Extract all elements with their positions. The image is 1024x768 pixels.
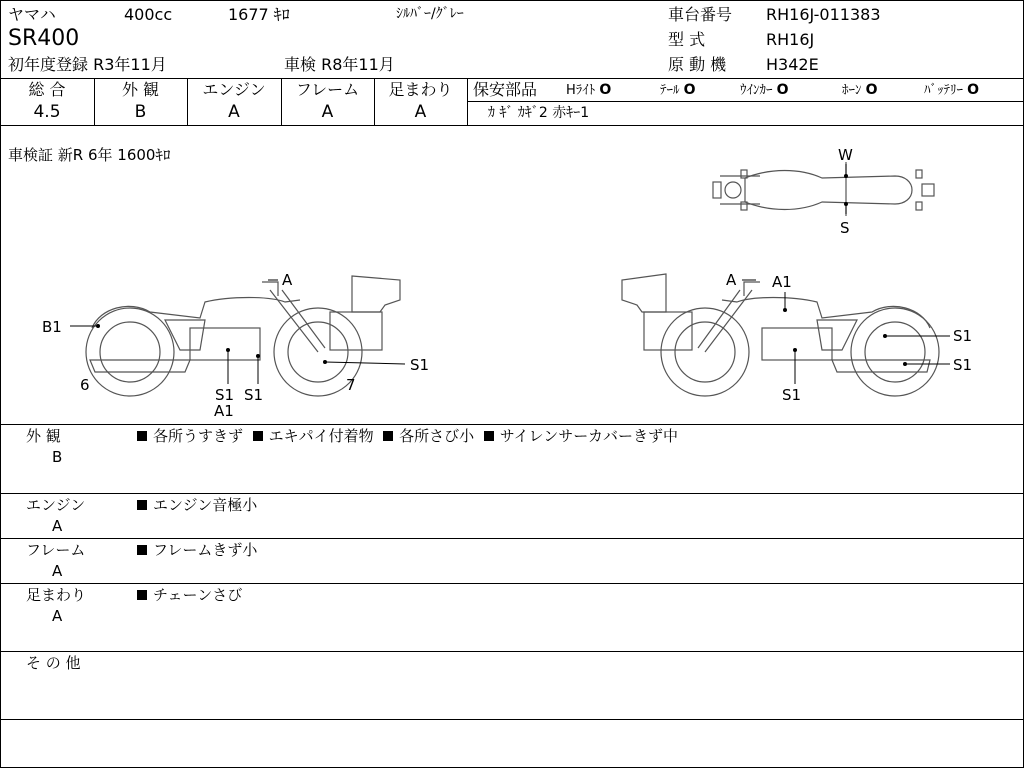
mark-left-a: A xyxy=(282,271,293,289)
mark-right-a: A xyxy=(726,271,737,289)
grade-engine-label: エンジン xyxy=(202,80,266,99)
right-side-view-icon xyxy=(622,274,939,396)
grade-engine: A xyxy=(228,102,240,122)
safety-winker: ｳｲﾝｶｰ O xyxy=(740,82,789,98)
motorcycle-diagram xyxy=(0,126,1024,424)
type-value: RH16J xyxy=(766,30,815,49)
safety-headlight: Hﾗｲﾄ O xyxy=(566,82,612,98)
mark-left-s1-a: S1 xyxy=(215,386,235,404)
inspection-expiry: 車検 R8年11月 xyxy=(284,55,395,74)
frame-number-label: 車台番号 xyxy=(668,5,733,24)
frame-number: RH16J-011383 xyxy=(766,5,881,24)
mark-left-s1-b: S1 xyxy=(244,386,264,404)
safety-taillight: ﾃｰﾙ O xyxy=(660,82,696,98)
grade-overall: 4.5 xyxy=(33,102,61,122)
first-registration: 初年度登録 R3年11月 xyxy=(8,55,167,74)
grade-overall-label: 総 合 xyxy=(28,80,66,99)
grade-suspension-label: 足まわり xyxy=(388,80,453,99)
mark-left-a1: A1 xyxy=(214,402,234,420)
safety-battery: ﾊﾞｯﾃﾘｰ O xyxy=(924,82,980,98)
mark-top-w: W xyxy=(838,146,853,164)
safety-parts-label: 保安部品 xyxy=(473,80,538,99)
mark-left-b1: B1 xyxy=(42,318,62,336)
keys-info: ｶ ｷﾞ ｶｷﾞ2 赤ｷｰ1 xyxy=(488,105,590,121)
grade-frame: A xyxy=(321,102,334,122)
grade-exterior: B xyxy=(134,102,147,122)
section-engine-label: エンジン xyxy=(26,496,86,514)
section-suspension-label: 足まわり xyxy=(26,586,87,604)
section-frame-label: フレーム xyxy=(26,541,86,559)
maker: ヤマハ xyxy=(8,5,56,24)
type-label: 型 式 xyxy=(668,30,706,49)
mark-right-s1-c: S1 xyxy=(782,386,802,404)
certificate-info: 車検証 新R 6年 1600ｷﾛ xyxy=(8,146,171,164)
displacement: 400cc xyxy=(124,5,173,24)
section-exterior-label: 外 観 xyxy=(26,427,61,445)
mark-right-s1-a: S1 xyxy=(953,327,973,345)
mark-left-6: 6 xyxy=(80,376,90,394)
section-other-label: そ の 他 xyxy=(26,654,81,672)
mileage: 1677 ｷﾛ xyxy=(228,5,290,24)
grade-frame-label: フレーム xyxy=(295,80,360,99)
section-exterior-items: 各所うすきず エキパイ付着物 各所さび小 サイレンサーカバーきず中 xyxy=(137,429,678,444)
mark-right-a1: A1 xyxy=(772,273,792,291)
section-frame-items: フレームきず小 xyxy=(137,543,257,558)
section-exterior-grade: B xyxy=(52,448,63,466)
section-frame-grade: A xyxy=(52,562,63,580)
mark-right-s1-b: S1 xyxy=(953,356,973,374)
section-engine-items: エンジン音極小 xyxy=(137,498,257,513)
top-view-icon xyxy=(713,162,934,216)
mark-left-7: 7 xyxy=(346,376,356,394)
engine-model: H342E xyxy=(766,55,819,74)
section-suspension-grade: A xyxy=(52,607,63,625)
section-suspension-items: チェーンさび xyxy=(137,588,242,603)
color: ｼﾙﾊﾞｰ/ｸﾞﾚｰ xyxy=(396,6,464,22)
grade-suspension: A xyxy=(414,102,427,122)
section-engine-grade: A xyxy=(52,517,63,535)
engine-model-label: 原 動 機 xyxy=(668,55,727,74)
mark-top-s: S xyxy=(840,219,850,237)
model-name: SR400 xyxy=(8,26,80,51)
safety-horn: ﾎｰﾝ O xyxy=(842,82,878,98)
grade-exterior-label: 外 観 xyxy=(121,80,160,99)
mark-left-s1-c: S1 xyxy=(410,356,430,374)
